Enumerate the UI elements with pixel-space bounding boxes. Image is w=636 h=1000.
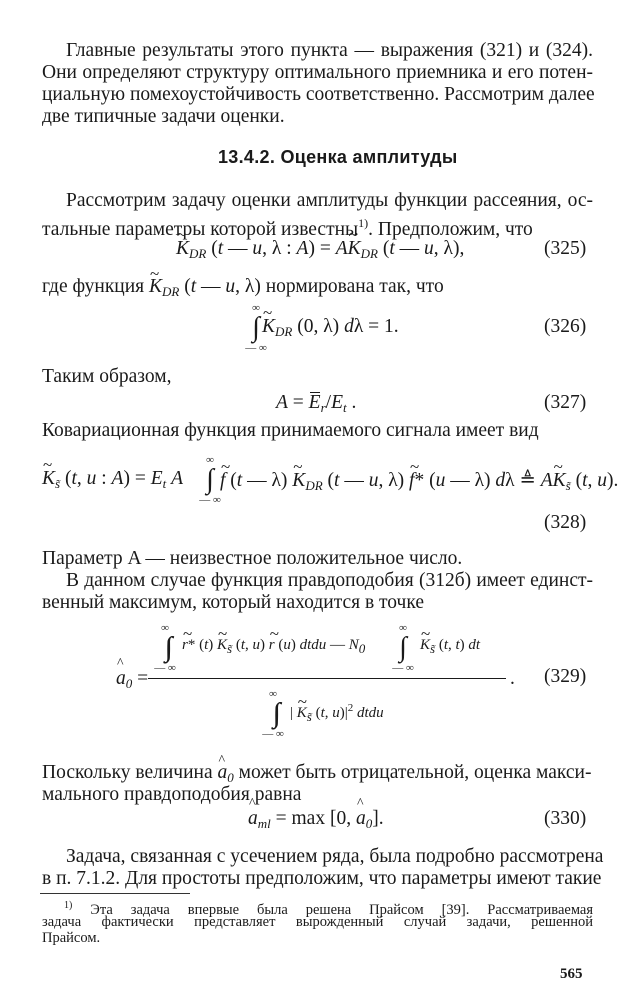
para1-line-2-text: тальные параметры которой известны bbox=[42, 219, 359, 240]
eq-number-330: (330) bbox=[544, 808, 587, 829]
footnote-line-1-text: Эта задача впервые была решена Прайсом [39]. Рассматриваемая bbox=[90, 901, 594, 918]
equation-328-lhs: ~ $K_{s̃}$ (t, u : $A) = E_t$ A bbox=[42, 468, 183, 492]
eq-number-325: (325) bbox=[544, 238, 587, 259]
integral-329-num-1: ∞ — ∞ bbox=[154, 622, 176, 674]
equation-329-denominator: | ~ Ks̃ (t, $u)|^2$ dtdu bbox=[290, 702, 384, 725]
equation-327: $A = E_r/E_t$ . bbox=[276, 392, 357, 415]
integral-329-num-2: ∞ ∫ — ∞ bbox=[392, 622, 414, 674]
equation-328-rhs: ~ f (t — λ) ~ $K_{DR}$ (t — u, λ) ~ f* (u — λ) dλ ≜ A~ $K_{s̃}$ (t, u). bbox=[220, 468, 618, 494]
para4: Ковариационная функция принимаемого сигнала имеет вид bbox=[42, 420, 539, 441]
para2-pre: где функция bbox=[42, 276, 145, 297]
eq-number-329: (329) bbox=[544, 666, 587, 687]
para1-line-2 bbox=[42, 212, 533, 241]
footnote-line-3: Прайсом. bbox=[42, 930, 101, 946]
para2-mid: нормирована так, что bbox=[265, 276, 444, 297]
eq-number-326: (326) bbox=[544, 316, 587, 337]
equation-329-numerator-a: ~ r* (t) ~ Ks̃ (t, u) ~ r (u) dtdu — N0 bbox=[182, 637, 365, 657]
integral-328: ∞ ∫ — ∞ bbox=[199, 454, 221, 506]
page-number: 565 bbox=[560, 966, 583, 982]
intro-line-4: две типичные задачи оценки. bbox=[42, 106, 285, 127]
para1-line-1: Рассмотрим задачу оценки амплитуды функции рассеяния, ос- bbox=[66, 190, 593, 211]
para6-line-1: В данном случае функция правдоподобия (312б) имеет единст- bbox=[66, 570, 593, 591]
footnote-line-2: задача фактически представляет вырожденный случай задачи, решенной bbox=[42, 914, 593, 930]
para8-line-1: Задача, связанная с усечением ряда, была подробно рассмотрена bbox=[66, 846, 604, 867]
equation-329-numerator-b: ~ Ks̃ (t, t) dt bbox=[420, 637, 480, 657]
eq-number-328: (328) bbox=[544, 512, 587, 533]
footnote-ref: 1) bbox=[358, 216, 369, 230]
footnote-mark: 1) bbox=[64, 900, 73, 911]
equation-330: ^ $a_{ml} = \max [0$, ^ $a_0$]. bbox=[248, 808, 384, 832]
intro-line-3: циальную помехоустойчивость соответственно. Рассмотрим далее bbox=[42, 84, 595, 105]
equation-325: ~ $K_{DR}$ (t — u, λ : A) = A~ $K_{DR}$ (t — u, λ), bbox=[176, 238, 464, 262]
equation-329-lhs: ^ $a_0$ = bbox=[116, 668, 148, 692]
footnote-rule bbox=[40, 893, 190, 894]
eq329-period: . bbox=[510, 668, 515, 689]
para3: Таким образом, bbox=[42, 366, 172, 387]
para1-line-2-tail: . Предположим, что bbox=[368, 219, 533, 240]
intro-line-2: Они определяют структуру оптимального приемника и его потен- bbox=[42, 62, 593, 83]
equation-326: ~ $K_{DR}$ (0, λ) dλ = 1. bbox=[262, 316, 399, 340]
para6-line-2: венный максимум, который находится в точке bbox=[42, 592, 424, 613]
para7-line-1: Поскольку величина ^ $a_0$ может быть отрицательной, оценка макси- bbox=[42, 762, 591, 789]
section-heading: 13.4.2. Оценка амплитуды bbox=[218, 147, 458, 167]
para7-post: может быть отрицательной, оценка макси- bbox=[238, 762, 592, 783]
para7-line-3: мального правдоподобия равна bbox=[42, 784, 302, 805]
para8-line-2: в п. 7.1.2. Для простоты предположим, что параметры имеют такие bbox=[42, 868, 602, 889]
intro-line-1: Главные результаты этого пункта — выражения (321) и (324). bbox=[66, 40, 593, 61]
para5: Параметр A — неизвестное положительное число. bbox=[42, 548, 463, 569]
eq-number-327: (327) bbox=[544, 392, 587, 413]
para2: где функция ~ $K_{DR}$ (t — u, λ) нормирована так, что bbox=[42, 276, 444, 303]
para7-pre: Поскольку величина bbox=[42, 762, 213, 783]
integral-329-den: ∞ — ∞ bbox=[262, 688, 284, 740]
fraction-bar-329 bbox=[148, 678, 506, 679]
integral-326: ∞ ∫ — ∞ bbox=[245, 302, 267, 354]
